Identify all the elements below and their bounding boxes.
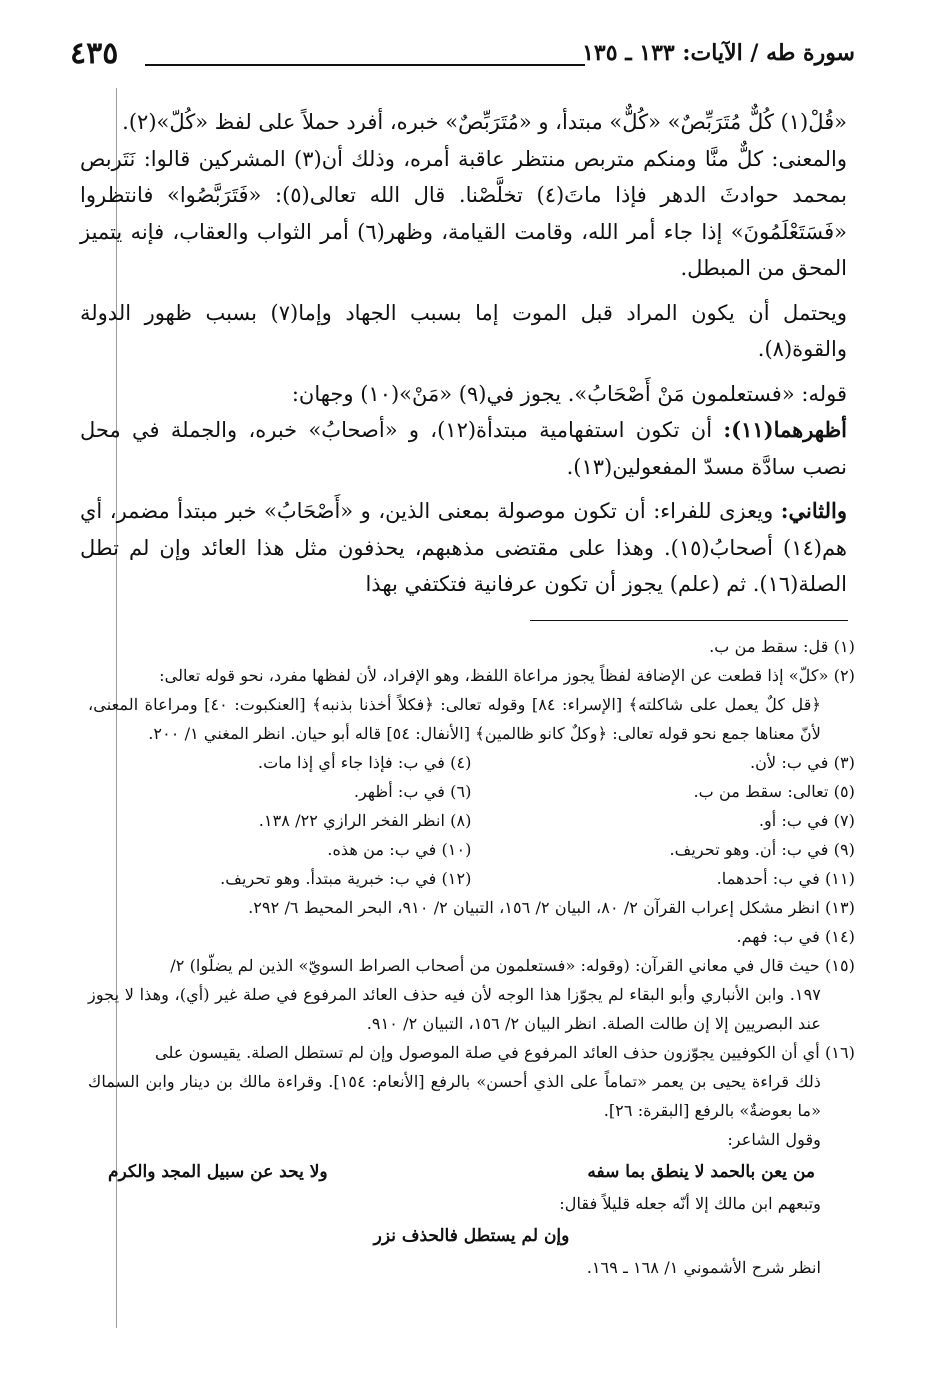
- footnote-2-rest: ﴿قل كلٌ يعمل على شاكلته﴾ [الإسراء: ٨٤] وقوله تعالى: ﴿فكلاً أخذنا بذنبه﴾ [العنكبوت: ٤٠] ومراعاة المعنى، لأنّ معناها جمع نحو قوله تعالى: ﴿وكلٌ كانو ظالمين﴾ [الأنفال: ٥٤] قاله أبو حيان. انظر المغني ١/ ٢٠٠.: [88, 695, 821, 743]
- footnote-5: (٥) تعالى: سقط من ب.: [693, 782, 855, 801]
- footnote-row: [88, 748, 855, 777]
- footnote-12: (١٢) في ب: خبرية مبتدأ. وهو تحريف.: [220, 869, 472, 888]
- paragraph-6: [80, 493, 847, 603]
- footnotes: [88, 632, 855, 1282]
- footnote-15-rest: ١٩٧. وابن الأنباري وأبو البقاء لم يجوّزا هذا الوجه لأن فيه حذف العائد المرفوع في صلة غير (أي)، وهذا لا يجوز عند البصريين إلا إن طالت الصلة. انظر البيان ٢/ ١٥٦، التبيان ٢/ ٩١٠.: [88, 985, 821, 1033]
- footnote-2-first: (٢) «كلّ» إذا قطعت عن الإضافة لفظاً يجوز مراعاة اللفظ، وهو الإفراد، لأن لفظها مفرد، نحو قوله تعالى:: [159, 666, 855, 685]
- verse-1-second-hemistich: ولا يحد عن سبيل المجد والكرم: [108, 1162, 328, 1182]
- footnote-16: [88, 1038, 855, 1154]
- footnote-row: [88, 835, 855, 864]
- paragraph-1: «قُلْ(١) كُلٌّ مُتَرَبِّصٌ» «كُلٌّ» مبتدأ، و «مُتَرَبِّصٌ» خبره، أفرد حملاً على لفظ «كُلّ»(٢).: [122, 110, 847, 134]
- footnote-16-first: (١٦) أي أن الكوفيين يجوّزون حذف العائد المرفوع في صلة الموصول وإن لم تستطل الصلة. يقيسون على: [155, 1043, 855, 1062]
- paragraph-5: [80, 412, 847, 485]
- paragraph-2: والمعنى: كلٌّ منَّا ومنكم متربص منتظر عاقبة أمره، وذلك أن(٣) المشركين قالوا: نَتَربص بمحمد حوادثَ الدهر فإذا ماتَ(٤) تخلَّصْنا. قال الله تعالى(٥): «فَتَرَبَّصُوا» فانتظروا «فَسَتَعْلَمُونَ» إذا جاء أمر الله، وقامت القيامة، وظهر(٦) أمر الثواب والعقاب، فإنه يتميز المحق من المبطل.: [80, 146, 847, 280]
- source-reference: [88, 1253, 855, 1282]
- poetry-verse-2: وإن لم يستطل فالحذف نزر: [373, 1226, 570, 1246]
- after-verse-line: وتبعهم ابن مالك إلا أنّه جعله قليلاً فقال:: [559, 1194, 821, 1213]
- footnote-15: [88, 951, 855, 1038]
- footnote-4: (٤) في ب: فإذا جاء أي إذا مات.: [257, 753, 472, 772]
- paragraph-5-lead: أظهرهما(١١):: [723, 417, 848, 442]
- paragraph-3: ويحتمل أن يكون المراد قبل الموت إما بسبب الجهاد وإما(٧) بسبب ظهور الدولة والقوة(٨).: [80, 300, 847, 361]
- footnote-6: (٦) في ب: أظهر.: [353, 782, 472, 801]
- running-title: سورة طه / الآيات: ١٣٣ ـ ١٣٥: [582, 40, 855, 66]
- footnote-11: (١١) في ب: أحدهما.: [716, 869, 855, 888]
- footnote-1: (١) قل: سقط من ب.: [709, 637, 855, 656]
- footnote-10: (١٠) في ب: من هذه.: [327, 840, 472, 859]
- footnote-row: [88, 806, 855, 835]
- poetry-verse-1: [108, 1158, 815, 1187]
- main-text: [80, 104, 847, 603]
- footnote-separator: [530, 620, 848, 621]
- paragraph-4: قوله: «فستعلمون مَنْ أَصْحَابُ». يجوز في(٩) «مَنْ»(١٠) وجهان:: [291, 381, 847, 406]
- footnote-row: [88, 777, 855, 806]
- verse-1-first-hemistich: من يعن بالحمد لا ينطق بما سفه: [587, 1162, 815, 1182]
- footnote-8: (٨) انظر الفخر الرازي ٢٢/ ١٣٨.: [258, 811, 472, 830]
- page-header: [70, 34, 855, 74]
- footnote-7: (٧) في ب: أو.: [758, 811, 855, 830]
- footnote-9: (٩) في ب: أن. وهو تحريف.: [669, 840, 855, 859]
- footnote-14: (١٤) في ب: فهم.: [736, 927, 855, 946]
- footnote-13: (١٣) انظر مشكل إعراب القرآن ٢/ ٨٠، البيان ٢/ ١٥٦، التبيان ٢/ ٩١٠، البحر المحيط ٦/ ٢٩٢.: [248, 898, 855, 917]
- paragraph-5-text: أن تكون استفهامية مبتدأة(١٢)، و «أصحابُ» خبره، والجملة في محل نصب سادَّة مسدّ المفعولين(١٣).: [80, 418, 847, 479]
- footnote-3: (٣) في ب: لأن.: [750, 753, 855, 772]
- footnote-16-rest: ذلك قراءة يحيى بن يعمر «تماماً على الذي أحسن» بالرفع [الأنعام: ١٥٤]. وقراءة مالك بن دينار وابن السماك «ما بعوضةٌ» بالرفع [البقرة: ٢٦].: [88, 1072, 821, 1120]
- paragraph-6-lead: والثاني:: [780, 498, 847, 523]
- after-verse-text: [88, 1189, 855, 1218]
- paragraph-6-text: ويعزى للفراء: أن تكون موصولة بمعنى الذين، و «أَصْحَابُ» خبر مبتدأ مضمر، أي هم(١٤) أصحابُ(١٥). وهذا على مقتضى مذهبهم، يحذفون مثل هذا العائد وإن لم تطل الصلة(١٦). ثم (علم) يجوز أن تكون عرفانية فتكتفي بهذا: [80, 499, 847, 596]
- header-rule: [145, 64, 585, 66]
- page-number: ٤٣٥: [70, 36, 119, 71]
- poet-intro: وقول الشاعر:: [727, 1130, 821, 1149]
- footnote-row: [88, 864, 855, 893]
- source-line: انظر شرح الأشموني ١/ ١٦٨ ـ ١٦٩.: [586, 1258, 821, 1277]
- footnote-15-first: (١٥) حيث قال في معاني القرآن: (وقوله: «فستعلمون من أصحاب الصراط السويّ» الذين لم يضلّوا) ٢/: [170, 956, 855, 975]
- footnote-2: [88, 661, 855, 748]
